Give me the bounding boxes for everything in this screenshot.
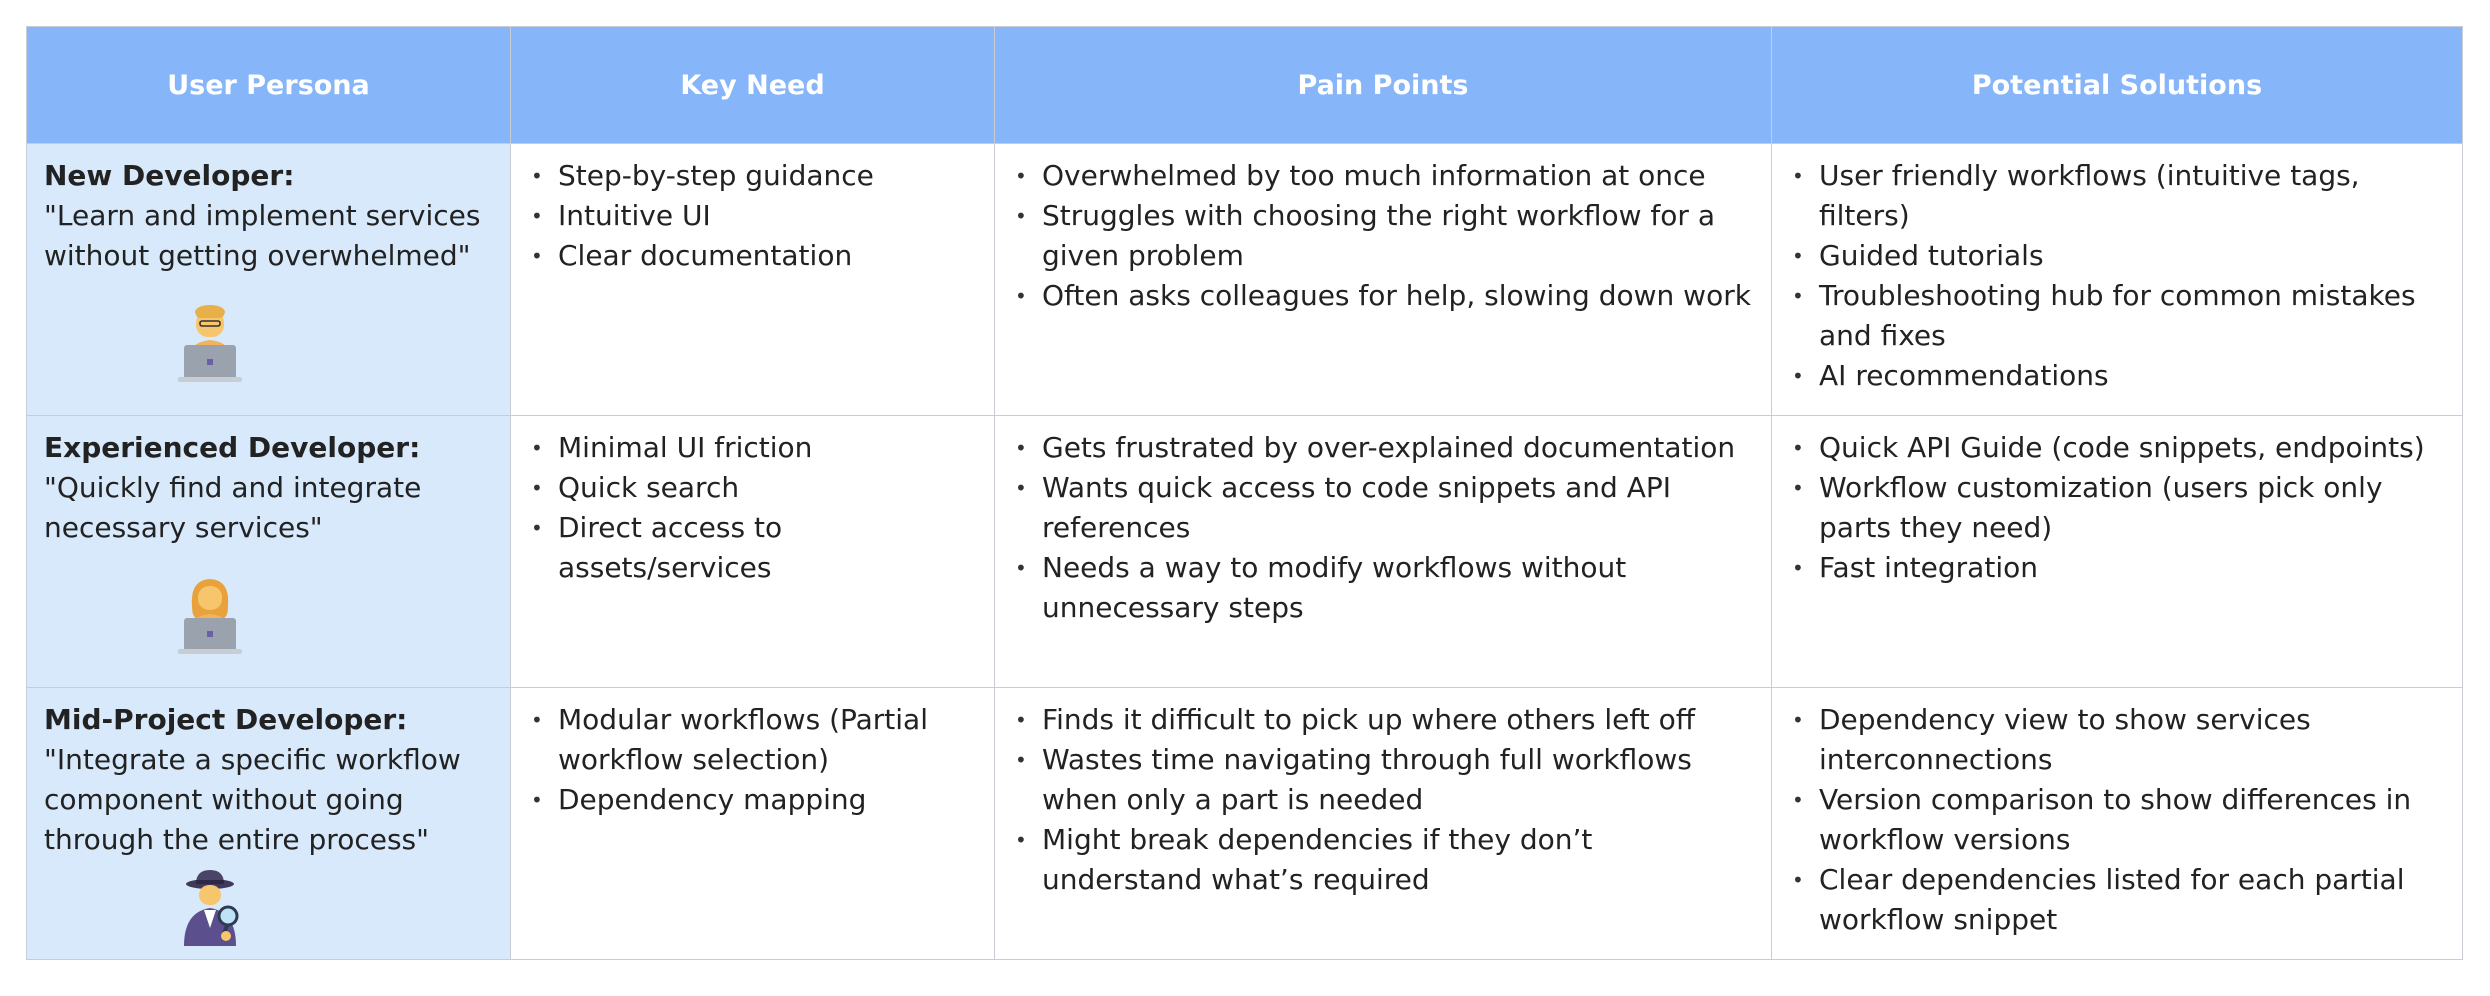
table-row <box>27 144 2463 416</box>
key-need-cell <box>511 688 995 960</box>
header-user-persona: User Persona <box>27 27 511 144</box>
list-item: • Wastes time navigating through full workflows when only a part is needed <box>995 740 1771 820</box>
list-item: • Troubleshooting hub for common mistakes and fixes <box>1772 276 2462 356</box>
persona-name: New Developer: <box>44 159 295 192</box>
persona-quote: "Integrate a specific workflow component without going through the entire process" <box>44 743 461 856</box>
key-need-cell <box>511 144 995 416</box>
solutions-cell <box>1772 144 2463 416</box>
list-item: • Modular workflows (Partial workflow selection) <box>511 700 994 780</box>
list-item: • Struggles with choosing the right workflow for a given problem <box>995 196 1771 276</box>
solutions-list <box>1772 416 2462 588</box>
persona-quote: "Quickly find and integrate necessary services" <box>44 471 422 544</box>
list-item: • Fast integration <box>1772 548 2462 588</box>
list-item: • Minimal UI friction <box>511 428 994 468</box>
pain-points-list <box>995 688 1771 900</box>
pain-points-list <box>995 144 1771 316</box>
pain-points-cell <box>995 688 1772 960</box>
list-item: • Dependency mapping <box>511 780 994 820</box>
list-item: • Needs a way to modify workflows without unnecessary steps <box>995 548 1771 628</box>
persona-cell <box>27 144 511 416</box>
persona-cell <box>27 688 511 960</box>
list-item: • Version comparison to show differences in workflow versions <box>1772 780 2462 860</box>
persona-table <box>26 26 2463 960</box>
list-item: • Clear dependencies listed for each partial workflow snippet <box>1772 860 2462 940</box>
solutions-cell <box>1772 416 2463 688</box>
detective-icon <box>174 868 246 948</box>
developer-laptop-icon <box>174 304 246 384</box>
persona-name: Experienced Developer: <box>44 431 421 464</box>
list-item: • Direct access to assets/services <box>511 508 994 588</box>
list-item: • AI recommendations <box>1772 356 2462 396</box>
list-item: • Gets frustrated by over-explained documentation <box>995 428 1771 468</box>
solutions-list <box>1772 688 2462 940</box>
list-item: • Intuitive UI <box>511 196 994 236</box>
list-item: • Overwhelmed by too much information at once <box>995 156 1771 196</box>
list-item: • Clear documentation <box>511 236 994 276</box>
header-potential-solutions: Potential Solutions <box>1772 27 2463 144</box>
key-need-list <box>511 416 994 588</box>
list-item: • Quick API Guide (code snippets, endpoints) <box>1772 428 2462 468</box>
list-item: • Workflow customization (users pick only parts they need) <box>1772 468 2462 548</box>
header-row <box>27 27 2463 144</box>
table-row <box>27 416 2463 688</box>
persona-name: Mid-Project Developer: <box>44 703 408 736</box>
list-item: • Finds it difficult to pick up where others left off <box>995 700 1771 740</box>
list-item: • Guided tutorials <box>1772 236 2462 276</box>
header-key-need: Key Need <box>511 27 995 144</box>
list-item: • Dependency view to show services interconnections <box>1772 700 2462 780</box>
list-item: • Quick search <box>511 468 994 508</box>
solutions-list <box>1772 144 2462 396</box>
list-item: • Might break dependencies if they don’t understand what’s required <box>995 820 1771 900</box>
pain-points-list <box>995 416 1771 628</box>
header-pain-points: Pain Points <box>995 27 1772 144</box>
key-need-cell <box>511 416 995 688</box>
solutions-cell <box>1772 688 2463 960</box>
persona-cell <box>27 416 511 688</box>
list-item: • User friendly workflows (intuitive tags, filters) <box>1772 156 2462 236</box>
list-item: • Often asks colleagues for help, slowing down work <box>995 276 1771 316</box>
developer-laptop-icon <box>174 576 246 656</box>
key-need-list <box>511 144 994 276</box>
pain-points-cell <box>995 416 1772 688</box>
key-need-list <box>511 688 994 820</box>
list-item: • Step-by-step guidance <box>511 156 994 196</box>
table-row <box>27 688 2463 960</box>
list-item: • Wants quick access to code snippets and API references <box>995 468 1771 548</box>
persona-quote: "Learn and implement services without getting overwhelmed" <box>44 199 481 272</box>
pain-points-cell <box>995 144 1772 416</box>
